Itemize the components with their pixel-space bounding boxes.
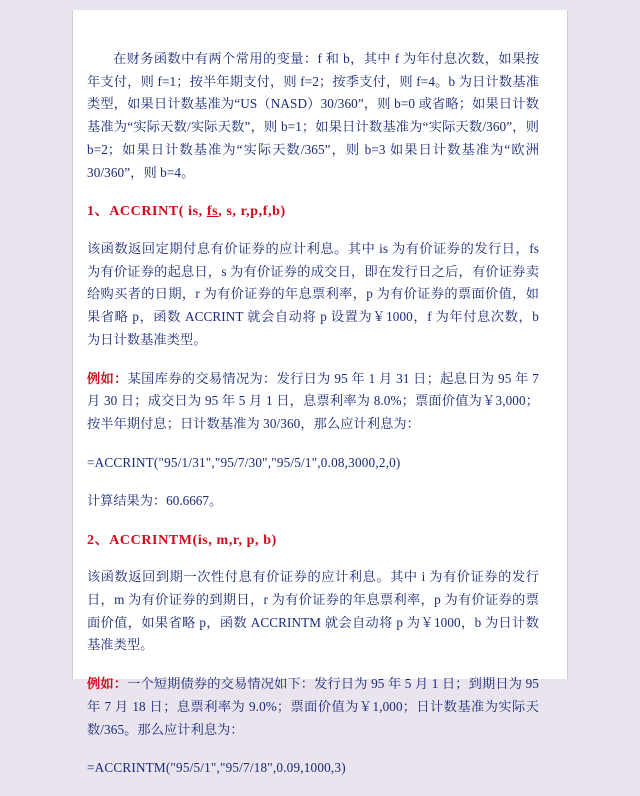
section-1-heading-args-b: , s, r,p,f,b) bbox=[218, 204, 286, 220]
section-1-heading-args-a: is, bbox=[184, 204, 207, 220]
section-1-heading-prefix: 1、ACCRINT( bbox=[87, 204, 184, 220]
document-page bbox=[72, 10, 568, 776]
section-1-heading-arg-fs: fs bbox=[206, 204, 219, 220]
section-1-heading bbox=[87, 200, 539, 224]
section-2-example bbox=[87, 673, 539, 741]
section-2-formula: =ACCRINTM("95/5/1","95/7/18",0.09,1000,3) bbox=[87, 760, 346, 776]
section-1-body: 该函数返回定期付息有价证券的应计利息。其中 is 为有价证券的发行日，fs 为有价证券的起息日，s 为有价证券的成交日，即在发行日之后，有价证券卖给购买者的日期，r 为有价证券的年息票利率，p 为有价证券的票面价值，如果省略 p，函数 ACCRINT 就会自动将 p 设置为￥1000，f 为年付息次数，b 为日计数基准类型。 bbox=[87, 241, 539, 347]
section-1-result: 计算结果为：60.6667。 bbox=[87, 493, 223, 509]
section-2-example-text: 一个短期债券的交易情况如下：发行日为 95 年 5 月 1 日；到期日为 95 年 7 月 18 日；息票利率为 9.0%；票面价值为￥1,000；日计数基准为实际天数/365。那么应计利息为： bbox=[87, 676, 539, 737]
section-2-body: 该函数返回到期一次性付息有价证券的应计利息。其中 i 为有价证券的发行日，m 为有价证券的到期日，r 为有价证券的年息票利率，p 为有价证券的票面价值，如果省略 p，函数 ACCRINTM 就会自动将 p 为￥1000，b 为日计数基准类型。 bbox=[87, 569, 539, 653]
section-1-example-text: 某国库券的交易情况为：发行日为 95 年 1 月 31 日；起息日为 95 年 7 月 30 日；成交日为 95 年 5 月 1 日，息票利率为 8.0%；票面价值为￥3,000；按半年期付息；日计数基准为 30/360，那么应计利息为： bbox=[87, 370, 539, 431]
section-1-formula: =ACCRINT("95/1/31","95/7/30","95/5/1",0.08,3000,2,0) bbox=[87, 454, 401, 470]
section-2-heading: 2、ACCRINTM(is, m,r, p, b) bbox=[87, 532, 277, 548]
document-content bbox=[87, 48, 539, 796]
section-2-example-label: 例如： bbox=[87, 676, 128, 692]
section-1-example bbox=[87, 368, 539, 436]
intro-paragraph: 在财务函数中有两个常用的变量：f 和 b，其中 f 为年付息次数，如果按年支付，则 f=1；按半年期支付，则 f=2；按季支付，则 f=4。b 为日计数基准类型，如果日计数基准为“US（NASD）30/360”，则 b=0 或省略；如果日计数基准为“实际天数/实际天数”，则 b=1；如果日计数基准为“实际天数/360”，则 b=2；如果日计数基准为“实际天数/365”，则 b=3 如果日计数基准为“欧洲 30/360”，则 b=4。 bbox=[87, 51, 539, 180]
section-1-example-label: 例如： bbox=[87, 370, 128, 386]
